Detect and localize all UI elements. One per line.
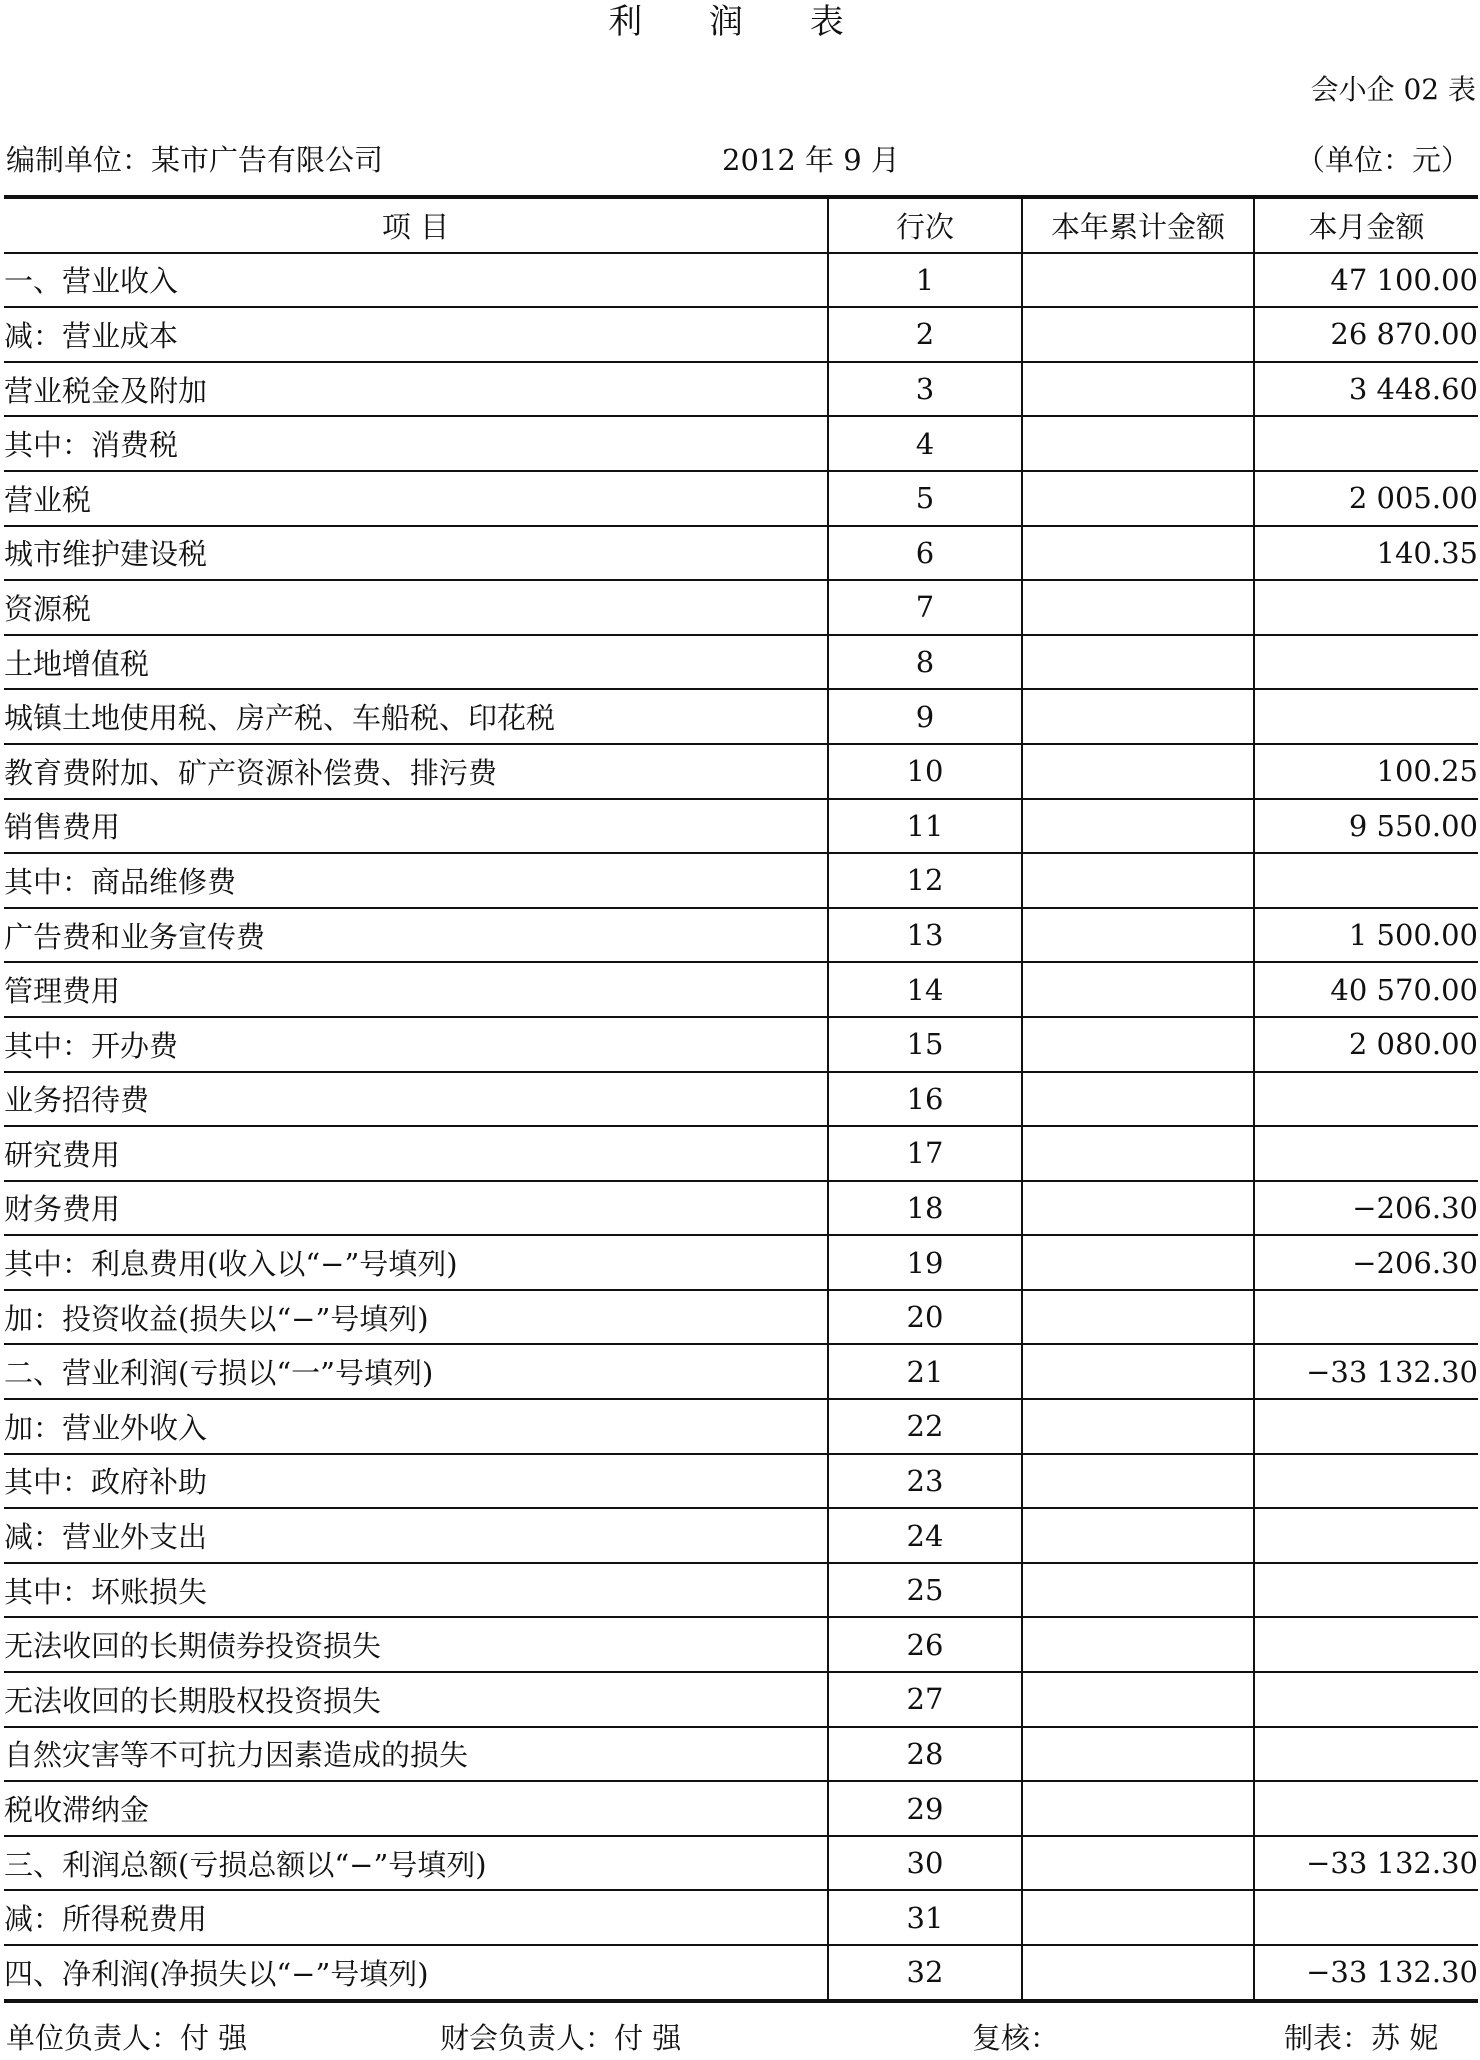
line-item-label: 广告费和业务宣传费 xyxy=(4,908,828,963)
ytd-amount-cell xyxy=(1022,1235,1254,1290)
line-number-cell: 14 xyxy=(828,962,1022,1017)
table-row xyxy=(4,1126,1478,1181)
table-row xyxy=(4,799,1478,854)
ytd-amount-cell xyxy=(1022,1617,1254,1672)
ytd-amount-cell xyxy=(1022,1126,1254,1181)
ytd-amount-cell xyxy=(1022,1072,1254,1127)
ytd-amount-cell xyxy=(1022,908,1254,963)
line-item-label: 税收滞纳金 xyxy=(4,1781,828,1836)
month-amount-cell xyxy=(1254,1781,1478,1836)
column-header-item: 项 目 xyxy=(4,197,828,253)
ytd-amount-cell xyxy=(1022,853,1254,908)
month-amount-cell: 3 448.60 xyxy=(1254,362,1478,417)
table-row xyxy=(4,1181,1478,1236)
line-item-label: 减：营业外支出 xyxy=(4,1508,828,1563)
line-item-label: 加：营业外收入 xyxy=(4,1399,828,1454)
line-item-label: 一、营业收入 xyxy=(4,253,828,308)
line-number-cell: 20 xyxy=(828,1290,1022,1345)
line-number-cell: 1 xyxy=(828,253,1022,308)
ytd-amount-cell xyxy=(1022,1508,1254,1563)
line-item-label: 财务费用 xyxy=(4,1181,828,1236)
ytd-amount-cell xyxy=(1022,471,1254,526)
table-row xyxy=(4,1235,1478,1290)
line-number-cell: 16 xyxy=(828,1072,1022,1127)
line-item-label: 销售费用 xyxy=(4,799,828,854)
line-item-label: 无法收回的长期债券投资损失 xyxy=(4,1617,828,1672)
ytd-amount-cell xyxy=(1022,1399,1254,1454)
month-amount-cell: 1 500.00 xyxy=(1254,908,1478,963)
line-number-cell: 32 xyxy=(828,1945,1022,2001)
ytd-amount-cell xyxy=(1022,307,1254,362)
month-amount-cell xyxy=(1254,416,1478,471)
ytd-amount-cell xyxy=(1022,689,1254,744)
month-amount-cell: 9 550.00 xyxy=(1254,799,1478,854)
table-row xyxy=(4,1727,1478,1782)
month-amount-cell xyxy=(1254,1508,1478,1563)
unit-head-signature: 单位负责人：付 强 xyxy=(6,2021,248,2055)
column-header-line-no: 行次 xyxy=(828,197,1022,253)
line-number-cell: 11 xyxy=(828,799,1022,854)
ytd-amount-cell xyxy=(1022,1563,1254,1618)
ytd-amount-cell xyxy=(1022,744,1254,799)
line-number-cell: 21 xyxy=(828,1344,1022,1399)
table-row xyxy=(4,1672,1478,1727)
line-item-label: 教育费附加、矿产资源补偿费、排污费 xyxy=(4,744,828,799)
month-amount-cell: −33 132.30 xyxy=(1254,1945,1478,2001)
line-number-cell: 12 xyxy=(828,853,1022,908)
line-number-cell: 4 xyxy=(828,416,1022,471)
line-number-cell: 3 xyxy=(828,362,1022,417)
preparer-signature: 制表：苏 妮 xyxy=(1284,2021,1439,2055)
month-amount-cell xyxy=(1254,635,1478,690)
table-row xyxy=(4,635,1478,690)
month-amount-cell xyxy=(1254,853,1478,908)
month-amount-cell xyxy=(1254,1399,1478,1454)
table-row xyxy=(4,1508,1478,1563)
line-item-label: 自然灾害等不可抗力因素造成的损失 xyxy=(4,1727,828,1782)
ytd-amount-cell xyxy=(1022,1290,1254,1345)
month-amount-cell xyxy=(1254,1617,1478,1672)
line-item-label: 无法收回的长期股权投资损失 xyxy=(4,1672,828,1727)
line-item-label: 土地增值税 xyxy=(4,635,828,690)
table-row xyxy=(4,962,1478,1017)
table-row xyxy=(4,362,1478,417)
ytd-amount-cell xyxy=(1022,1945,1254,2001)
line-item-label: 管理费用 xyxy=(4,962,828,1017)
line-number-cell: 2 xyxy=(828,307,1022,362)
line-number-cell: 7 xyxy=(828,580,1022,635)
ytd-amount-cell xyxy=(1022,1836,1254,1891)
table-row xyxy=(4,526,1478,581)
line-item-label: 城镇土地使用税、房产税、车船税、印花税 xyxy=(4,689,828,744)
table-row xyxy=(4,1454,1478,1509)
table-header-row xyxy=(4,197,1478,253)
table-row xyxy=(4,853,1478,908)
month-amount-cell: 26 870.00 xyxy=(1254,307,1478,362)
table-row xyxy=(4,1945,1478,2001)
month-amount-cell: 140.35 xyxy=(1254,526,1478,581)
line-item-label: 业务招待费 xyxy=(4,1072,828,1127)
table-row xyxy=(4,1072,1478,1127)
line-item-label: 营业税 xyxy=(4,471,828,526)
table-row xyxy=(4,1890,1478,1945)
line-number-cell: 28 xyxy=(828,1727,1022,1782)
line-item-label: 加：投资收益(损失以“−”号填列) xyxy=(4,1290,828,1345)
ytd-amount-cell xyxy=(1022,1454,1254,1509)
line-number-cell: 23 xyxy=(828,1454,1022,1509)
line-item-label: 其中：利息费用(收入以“−”号填列) xyxy=(4,1235,828,1290)
month-amount-cell: −33 132.30 xyxy=(1254,1836,1478,1891)
month-amount-cell xyxy=(1254,1563,1478,1618)
month-amount-cell: 2 005.00 xyxy=(1254,471,1478,526)
table-row xyxy=(4,1017,1478,1072)
ytd-amount-cell xyxy=(1022,526,1254,581)
table-row xyxy=(4,908,1478,963)
month-amount-cell xyxy=(1254,580,1478,635)
ytd-amount-cell xyxy=(1022,416,1254,471)
reviewer-signature: 复核： xyxy=(972,2021,1060,2055)
line-item-label: 其中：坏账损失 xyxy=(4,1563,828,1618)
ytd-amount-cell xyxy=(1022,799,1254,854)
line-item-label: 城市维护建设税 xyxy=(4,526,828,581)
table-row xyxy=(4,307,1478,362)
ytd-amount-cell xyxy=(1022,1890,1254,1945)
line-item-label: 其中：消费税 xyxy=(4,416,828,471)
line-number-cell: 31 xyxy=(828,1890,1022,1945)
ytd-amount-cell xyxy=(1022,580,1254,635)
table-row xyxy=(4,416,1478,471)
line-item-label: 减：营业成本 xyxy=(4,307,828,362)
line-item-label: 其中：政府补助 xyxy=(4,1454,828,1509)
table-row xyxy=(4,1617,1478,1672)
line-number-cell: 17 xyxy=(828,1126,1022,1181)
table-row xyxy=(4,1344,1478,1399)
report-period: 2012 年 9 月 xyxy=(722,143,900,177)
column-header-month: 本月金额 xyxy=(1254,197,1478,253)
ytd-amount-cell xyxy=(1022,1181,1254,1236)
line-item-label: 减：所得税费用 xyxy=(4,1890,828,1945)
month-amount-cell xyxy=(1254,1454,1478,1509)
month-amount-cell: −33 132.30 xyxy=(1254,1344,1478,1399)
ytd-amount-cell xyxy=(1022,1672,1254,1727)
ytd-amount-cell xyxy=(1022,962,1254,1017)
ytd-amount-cell xyxy=(1022,1727,1254,1782)
month-amount-cell: −206.30 xyxy=(1254,1235,1478,1290)
currency-unit: （单位：元） xyxy=(1295,143,1470,177)
line-number-cell: 24 xyxy=(828,1508,1022,1563)
form-code: 会小企 02 表 xyxy=(1310,73,1476,106)
line-number-cell: 22 xyxy=(828,1399,1022,1454)
line-number-cell: 13 xyxy=(828,908,1022,963)
table-row xyxy=(4,1290,1478,1345)
line-item-label: 其中：商品维修费 xyxy=(4,853,828,908)
line-item-label: 三、利润总额(亏损总额以“−”号填列) xyxy=(4,1836,828,1891)
month-amount-cell xyxy=(1254,1890,1478,1945)
line-number-cell: 30 xyxy=(828,1836,1022,1891)
table-row xyxy=(4,471,1478,526)
page-title: 利 润 表 xyxy=(608,2,872,42)
line-number-cell: 5 xyxy=(828,471,1022,526)
income-statement-table xyxy=(4,195,1478,2003)
line-item-label: 二、营业利润(亏损以“一”号填列) xyxy=(4,1344,828,1399)
month-amount-cell: 40 570.00 xyxy=(1254,962,1478,1017)
line-number-cell: 27 xyxy=(828,1672,1022,1727)
line-item-label: 其中：开办费 xyxy=(4,1017,828,1072)
table-row xyxy=(4,1781,1478,1836)
ytd-amount-cell xyxy=(1022,1017,1254,1072)
ytd-amount-cell xyxy=(1022,635,1254,690)
month-amount-cell: 47 100.00 xyxy=(1254,253,1478,308)
line-number-cell: 9 xyxy=(828,689,1022,744)
finance-head-signature: 财会负责人：付 强 xyxy=(440,2021,682,2055)
table-row xyxy=(4,1399,1478,1454)
table-row xyxy=(4,1563,1478,1618)
line-number-cell: 8 xyxy=(828,635,1022,690)
month-amount-cell xyxy=(1254,1072,1478,1127)
line-item-label: 四、净利润(净损失以“−”号填列) xyxy=(4,1945,828,2001)
month-amount-cell: 100.25 xyxy=(1254,744,1478,799)
ytd-amount-cell xyxy=(1022,253,1254,308)
table-row xyxy=(4,744,1478,799)
ytd-amount-cell xyxy=(1022,1781,1254,1836)
line-item-label: 营业税金及附加 xyxy=(4,362,828,417)
table-row xyxy=(4,1836,1478,1891)
line-number-cell: 29 xyxy=(828,1781,1022,1836)
month-amount-cell xyxy=(1254,1672,1478,1727)
ytd-amount-cell xyxy=(1022,362,1254,417)
table-row xyxy=(4,580,1478,635)
month-amount-cell xyxy=(1254,1727,1478,1782)
line-number-cell: 6 xyxy=(828,526,1022,581)
month-amount-cell: −206.30 xyxy=(1254,1181,1478,1236)
preparing-organization: 编制单位：某市广告有限公司 xyxy=(6,143,384,177)
line-number-cell: 26 xyxy=(828,1617,1022,1672)
line-item-label: 研究费用 xyxy=(4,1126,828,1181)
line-number-cell: 10 xyxy=(828,744,1022,799)
month-amount-cell xyxy=(1254,689,1478,744)
month-amount-cell: 2 080.00 xyxy=(1254,1017,1478,1072)
line-number-cell: 18 xyxy=(828,1181,1022,1236)
month-amount-cell xyxy=(1254,1126,1478,1181)
line-item-label: 资源税 xyxy=(4,580,828,635)
line-number-cell: 19 xyxy=(828,1235,1022,1290)
table-row xyxy=(4,253,1478,308)
table-row xyxy=(4,689,1478,744)
line-number-cell: 15 xyxy=(828,1017,1022,1072)
month-amount-cell xyxy=(1254,1290,1478,1345)
ytd-amount-cell xyxy=(1022,1344,1254,1399)
column-header-ytd: 本年累计金额 xyxy=(1022,197,1254,253)
line-number-cell: 25 xyxy=(828,1563,1022,1618)
